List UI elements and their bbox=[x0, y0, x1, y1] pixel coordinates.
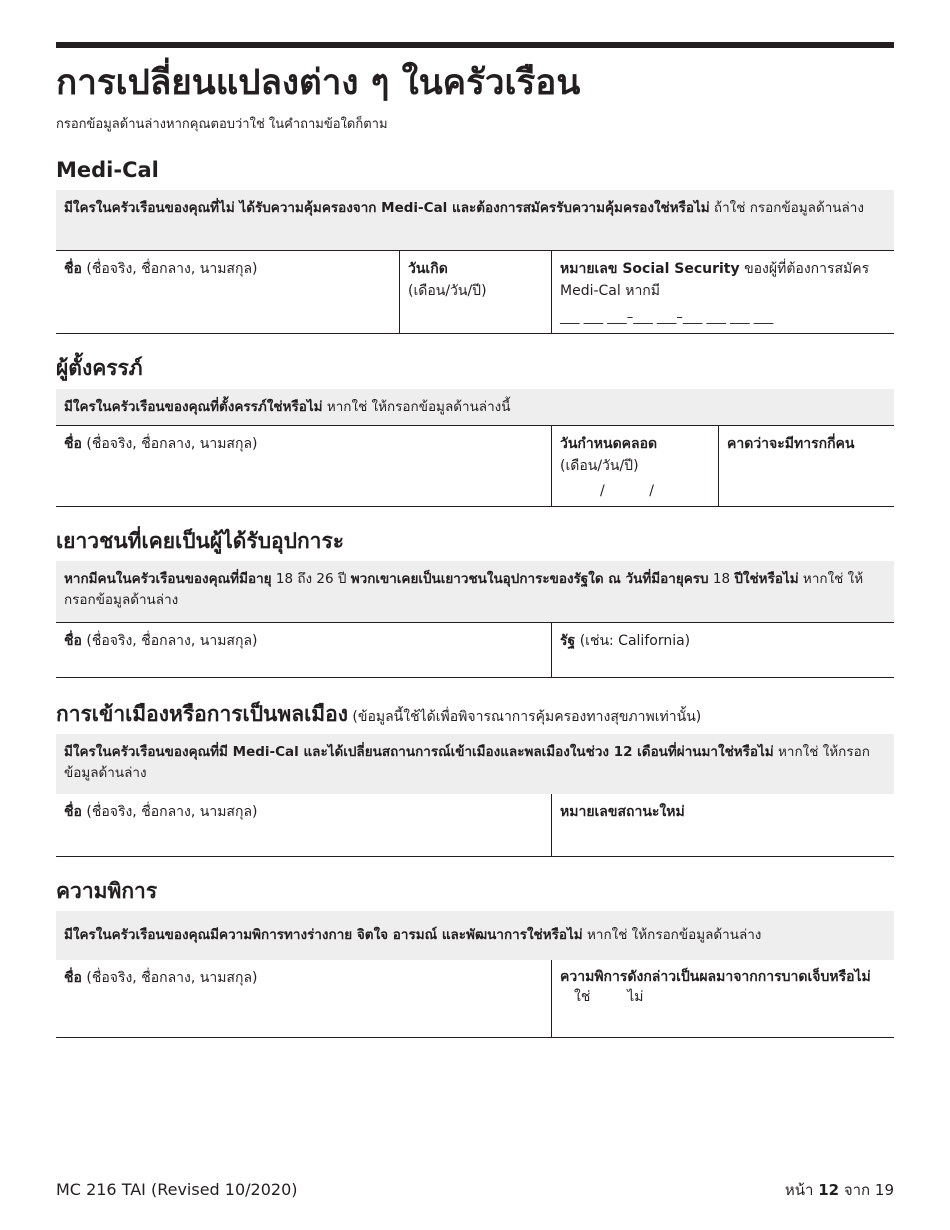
dob-format: (เดือน/วัน/ปี) bbox=[408, 283, 487, 299]
dob-label: วันเกิด bbox=[408, 261, 448, 277]
immigration-question-tail: หากใช่ ให้กรอกข้อมูลด้านล่าง bbox=[64, 744, 870, 781]
disability-question bbox=[56, 911, 894, 960]
due-date-format: (เดือน/วัน/ปี) bbox=[560, 458, 639, 474]
name-label: ชื่อ bbox=[64, 804, 82, 820]
foster-q-tail: หากใช่ ให้กรอกข้อมูลด้านล่าง bbox=[64, 571, 864, 608]
ssn-label: หมายเลข Social Security bbox=[560, 261, 740, 277]
pregnant-name-field[interactable] bbox=[56, 426, 551, 506]
page-title: การเปลี่ยนแปลงต่าง ๆ ในครัวเรือน bbox=[56, 63, 581, 103]
name-label: ชื่อ bbox=[64, 633, 82, 649]
foster-q-age: 18 bbox=[708, 571, 735, 587]
immigration-heading bbox=[56, 700, 701, 731]
state-label: รัฐ bbox=[560, 633, 576, 649]
medical-heading: Medi-Cal bbox=[56, 158, 159, 182]
injury-no-option[interactable]: ไม่ bbox=[627, 989, 644, 1005]
medical-ssn-field[interactable] bbox=[551, 251, 894, 333]
disability-question-tail: หากใช่ ให้กรอกข้อมูลด้านล่าง bbox=[582, 927, 762, 943]
form-id: MC 216 TAI (Revised 10/2020) bbox=[56, 1180, 298, 1199]
immigration-question bbox=[56, 734, 894, 794]
name-hint: (ชื่อจริง, ชื่อกลาง, นามสกุล) bbox=[81, 970, 258, 986]
injury-yes-option[interactable]: ใช่ bbox=[574, 989, 591, 1005]
medical-fields bbox=[56, 250, 894, 334]
name-hint: (ชื่อจริง, ชื่อกลาง, นามสกุล) bbox=[81, 804, 258, 820]
foster-q-age-range: 18 ถึง 26 ปี bbox=[271, 571, 351, 587]
ssn-blanks: ___ ___ ___–___ ___–___ ___ ___ ___ bbox=[560, 310, 774, 325]
name-label: ชื่อ bbox=[64, 436, 82, 452]
page-mid: จาก bbox=[839, 1181, 875, 1199]
foster-fields bbox=[56, 622, 894, 678]
medical-dob-field[interactable] bbox=[399, 251, 551, 333]
status-label: หมายเลขสถานะใหม่ bbox=[560, 804, 685, 820]
babies-label: คาดว่าจะมีทารกกี่คน bbox=[727, 436, 855, 452]
immigration-name-field[interactable] bbox=[56, 794, 551, 856]
medical-name-field[interactable] bbox=[56, 251, 399, 333]
pregnant-heading: ผู้ตั้งครรภ์ bbox=[56, 356, 143, 380]
pregnant-question-text: มีใครในครัวเรือนของคุณที่ตั้งครรภ์ใช่หรือไม่ bbox=[64, 399, 323, 415]
foster-q-part3: ปีใช่หรือไม่ bbox=[734, 571, 799, 587]
due-date-field[interactable] bbox=[551, 426, 718, 506]
page-number bbox=[785, 1179, 894, 1201]
immigration-fields bbox=[56, 794, 894, 857]
foster-question bbox=[56, 561, 894, 622]
name-label: ชื่อ bbox=[64, 970, 82, 986]
ssn-hint: ของผู้ที่ต้องการสมัคร Medi-Cal หากมี bbox=[560, 261, 870, 299]
immigration-question-text: มีใครในครัวเรือนของคุณที่มี Medi-Cal และได้เปลี่ยนสถานการณ์เข้าเมืองและพลเมืองในช่วง 12 เดือนที่ผ่านมาใช่หรือไม่ bbox=[64, 744, 774, 760]
immigration-note: (ข้อมูลนี้ใช้ได้เพื่อพิจารณาการคุ้มครองทางสุขภาพเท่านั้น) bbox=[347, 709, 702, 725]
name-label: ชื่อ bbox=[64, 261, 82, 277]
pregnant-question-tail: หากใช่ ให้กรอกข้อมูลด้านล่างนี้ bbox=[322, 399, 511, 415]
disability-heading: ความพิการ bbox=[56, 879, 158, 903]
page-prefix: หน้า bbox=[784, 1181, 819, 1199]
injury-field bbox=[551, 960, 894, 1037]
medical-question-tail: ถ้าใช่ กรอกข้อมูลด้านล่าง bbox=[709, 200, 864, 216]
foster-q-part1: หากมีคนในครัวเรือนของคุณที่มีอายุ bbox=[64, 571, 272, 587]
form-page bbox=[56, 0, 894, 1230]
medical-question-text: มีใครในครัวเรือนของคุณที่ไม่ ได้รับความคุ้มครองจาก Medi-Cal และต้องการสมัครรับความคุ้มครองใช่หรือไม่ bbox=[64, 200, 710, 216]
foster-heading: เยาวชนที่เคยเป็นผู้ได้รับอุปการะ bbox=[56, 529, 345, 553]
medical-question bbox=[56, 190, 894, 250]
name-hint: (ชื่อจริง, ชื่อกลาง, นามสกุล) bbox=[81, 261, 258, 277]
disability-name-field[interactable] bbox=[56, 960, 551, 1037]
babies-count-field[interactable] bbox=[718, 426, 894, 506]
foster-name-field[interactable] bbox=[56, 623, 551, 677]
foster-q-part2: พวกเขาเคยเป็นเยาวชนในอุปการะของรัฐใด ณ วันที่มีอายุครบ bbox=[350, 571, 709, 587]
immigration-title: การเข้าเมืองหรือการเป็นพลเมือง bbox=[56, 702, 348, 726]
foster-state-field[interactable] bbox=[551, 623, 894, 677]
status-number-field[interactable] bbox=[551, 794, 894, 856]
state-hint: (เช่น: California) bbox=[575, 633, 691, 649]
disability-question-text: มีใครในครัวเรือนของคุณมีความพิการทางร่างกาย จิตใจ อารมณ์ และพัฒนาการใช่หรือไม่ bbox=[64, 927, 583, 943]
name-hint: (ชื่อจริง, ชื่อกลาง, นามสกุล) bbox=[81, 633, 258, 649]
pregnant-fields bbox=[56, 425, 894, 507]
name-hint: (ชื่อจริง, ชื่อกลาง, นามสกุล) bbox=[81, 436, 258, 452]
pregnant-question bbox=[56, 389, 894, 425]
injury-label: ความพิการดังกล่าวเป็นผลมาจากการบาดเจ็บหรือไม่ bbox=[560, 969, 871, 985]
page-total: 19 bbox=[874, 1181, 894, 1199]
top-rule bbox=[56, 42, 894, 48]
page-subtitle: กรอกข้อมูลด้านล่างหากคุณตอบว่าใช่ ในคำถามข้อใดก็ตาม bbox=[56, 117, 388, 132]
disability-fields bbox=[56, 960, 894, 1038]
due-date-label: วันกำหนดคลอด bbox=[560, 436, 658, 452]
page-current: 12 bbox=[818, 1181, 840, 1199]
due-date-slashes: / / bbox=[600, 483, 654, 499]
